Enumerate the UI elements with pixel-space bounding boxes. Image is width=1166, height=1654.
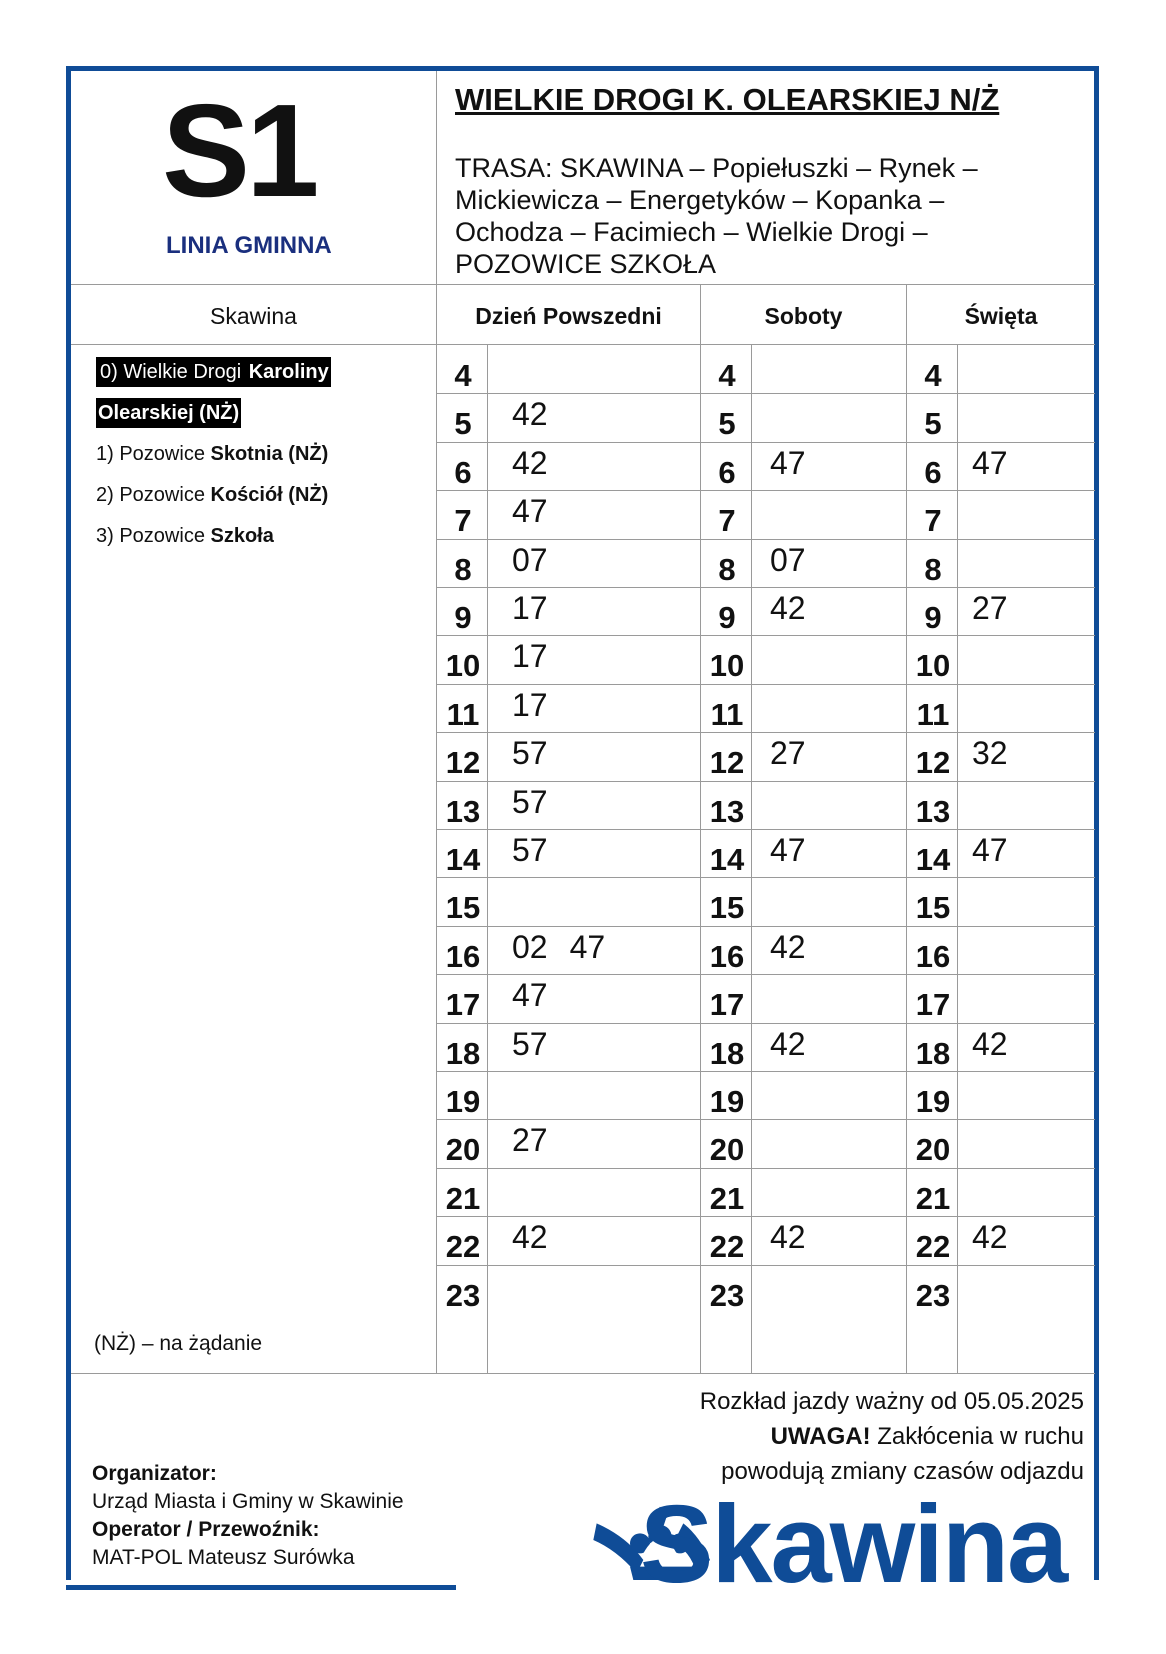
departure-minute: 42: [770, 1026, 806, 1062]
hour-cell: 22: [915, 1229, 951, 1264]
minutes-cell: [512, 1115, 570, 1166]
minutes-cell: [512, 535, 570, 586]
hour-cell: 7: [924, 503, 942, 538]
stop-item: 2) Pozowice Kościół (NŻ): [96, 484, 329, 506]
hour-cell: 5: [454, 406, 472, 441]
minutes-cell: [770, 825, 828, 876]
stop-item: 0) Wielkie Drogi Karoliny: [96, 352, 416, 393]
hour-cell: 11: [446, 697, 480, 732]
divider: [437, 1168, 1095, 1169]
line-code: S1: [162, 77, 316, 224]
departure-minute: 07: [512, 542, 548, 578]
minutes-cell: [972, 1212, 1030, 1263]
hour-cell: 16: [709, 939, 745, 974]
hour-cell: 21: [915, 1181, 951, 1216]
line-type: LINIA GMINNA: [166, 232, 332, 259]
departure-minute: 32: [972, 735, 1008, 771]
minutes-cell: [512, 583, 570, 634]
hour-cell: 13: [445, 794, 481, 829]
stop-item: 3) Pozowice Szkoła: [96, 525, 274, 547]
hour-cell: 15: [915, 890, 951, 925]
hour-cell: 20: [709, 1132, 745, 1167]
hour-cell: 11: [710, 697, 744, 732]
hour-cell: 20: [915, 1132, 951, 1167]
hour-cell: 8: [924, 552, 942, 587]
departure-minute: 42: [770, 929, 806, 965]
hour-cell: 8: [718, 552, 736, 587]
departure-minute: 42: [512, 445, 548, 481]
hour-cell: 14: [709, 842, 745, 877]
hour-cell: 18: [445, 1036, 481, 1071]
hour-cell: 23: [915, 1278, 951, 1313]
route-description: TRASA: SKAWINA – Popiełuszki – Rynek – Mickiewicza – Energetyków – Kopanka – Ochodza – Facimiech – Wielkie Drogi – POZOWICE SZKOŁA: [455, 153, 978, 279]
hour-cell: 19: [445, 1084, 481, 1119]
hour-cell: 12: [915, 745, 951, 780]
hour-cell: 4: [454, 358, 472, 393]
departure-minute: 57: [512, 1026, 548, 1062]
skawina-logo-text: Skawina: [640, 1483, 1067, 1606]
departure-minute: 42: [512, 1219, 548, 1255]
stop-item: Olearskiej (NŻ): [96, 393, 416, 434]
hour-cell: 13: [915, 794, 951, 829]
hour-cell: 15: [709, 890, 745, 925]
minutes-cell: [770, 922, 828, 973]
departure-minute: 47: [972, 445, 1008, 481]
hour-cell: 5: [924, 406, 942, 441]
departure-minute: 47: [569, 929, 606, 965]
departure-minute: 42: [512, 396, 548, 432]
hour-cell: 18: [915, 1036, 951, 1071]
departure-minute: 42: [972, 1219, 1008, 1255]
minutes-cell: [512, 438, 570, 489]
holiday-header: Święta: [964, 302, 1038, 329]
hour-cell: 7: [454, 503, 472, 538]
minutes-cell: [770, 535, 828, 586]
hour-cell: 23: [709, 1278, 745, 1313]
departure-minute: 17: [512, 590, 548, 626]
minutes-cell: [972, 438, 1030, 489]
minutes-cell: [770, 438, 828, 489]
hour-cell: 4: [718, 358, 736, 393]
divider: [71, 284, 1095, 285]
hour-cell: 11: [916, 697, 950, 732]
hour-cell: 14: [445, 842, 481, 877]
departure-minute: 42: [770, 590, 806, 626]
hour-cell: 17: [445, 987, 481, 1022]
minutes-cell: [770, 583, 828, 634]
hour-cell: 18: [709, 1036, 745, 1071]
departure-minute: 47: [512, 977, 548, 1013]
hour-cell: 4: [924, 358, 942, 393]
minutes-cell: [512, 631, 570, 682]
hour-cell: 9: [924, 600, 942, 635]
hour-cell: 6: [454, 455, 472, 490]
hour-cell: 9: [454, 600, 472, 635]
hour-cell: 6: [718, 455, 736, 490]
departure-minute: 57: [512, 735, 548, 771]
departure-minute: 47: [972, 832, 1008, 868]
hour-cell: 21: [709, 1181, 745, 1216]
hour-cell: 6: [924, 455, 942, 490]
minutes-cell: [512, 1212, 570, 1263]
minutes-cell: [512, 728, 570, 779]
divider: [71, 1373, 1095, 1374]
weekday-header: Dzień Powszedni: [475, 302, 662, 329]
on-request-note: (NŻ) – na żądanie: [94, 1332, 263, 1355]
hour-cell: 10: [709, 648, 745, 683]
origin-header: Skawina: [210, 302, 297, 329]
minutes-cell: [512, 922, 627, 973]
departure-minute: 47: [512, 493, 548, 529]
divider: [437, 1265, 1095, 1266]
hour-cell: 13: [709, 794, 745, 829]
hour-cell: 9: [718, 600, 736, 635]
hour-cell: 19: [915, 1084, 951, 1119]
departure-minute: 47: [770, 445, 806, 481]
minutes-cell: [972, 583, 1030, 634]
hour-cell: 8: [454, 552, 472, 587]
departure-minute: 42: [770, 1219, 806, 1255]
minutes-cell: [972, 1019, 1030, 1070]
minutes-cell: [512, 777, 570, 828]
validity-notice: Rozkład jazdy ważny od 05.05.2025 UWAGA! Zakłócenia w ruchu powodują zmiany czasów odjazdu: [699, 1388, 1084, 1485]
destination-title: WIELKIE DROGI K. OLEARSKIEJ N/Ż: [455, 82, 1000, 117]
hour-cell: 22: [445, 1229, 481, 1264]
departure-minute: 07: [770, 542, 806, 578]
departure-minute: 27: [972, 590, 1008, 626]
hour-cell: 14: [915, 842, 951, 877]
departure-minute: 27: [770, 735, 806, 771]
hour-cell: 5: [718, 406, 736, 441]
minutes-cell: [512, 389, 570, 440]
minutes-cell: [972, 728, 1030, 779]
minutes-cell: [512, 825, 570, 876]
hour-cell: 7: [718, 503, 736, 538]
departure-minute: 57: [512, 832, 548, 868]
departure-minute: 27: [512, 1122, 548, 1158]
departure-minute: 02: [512, 929, 548, 965]
minutes-cell: [512, 970, 570, 1021]
minutes-cell: [512, 486, 570, 537]
divider: [437, 1071, 1095, 1072]
hour-cell: 23: [445, 1278, 481, 1313]
hour-cell: 12: [445, 745, 481, 780]
hour-cell: 15: [445, 890, 481, 925]
minutes-cell: [770, 1019, 828, 1070]
frame-bottom: [66, 1585, 456, 1590]
minutes-cell: [770, 1212, 828, 1263]
hour-cell: 17: [709, 987, 745, 1022]
stop-item: 1) Pozowice Skotnia (NŻ): [96, 443, 329, 465]
divider: [436, 71, 437, 1373]
departure-minute: 17: [512, 638, 548, 674]
hour-cell: 17: [915, 987, 951, 1022]
saturday-header: Soboty: [764, 302, 843, 329]
departure-minute: 47: [770, 832, 806, 868]
minutes-cell: [770, 728, 828, 779]
footer-info: Organizator: Urząd Miasta i Gminy w Skawinie Operator / Przewoźnik: MAT-POL Mateusz Surówka: [92, 1462, 404, 1569]
minutes-cell: [512, 680, 570, 731]
hour-cell: 21: [445, 1181, 481, 1216]
departure-minute: 42: [972, 1026, 1008, 1062]
hour-cell: 20: [445, 1132, 481, 1167]
hour-cell: 19: [709, 1084, 745, 1119]
minutes-cell: [512, 1019, 570, 1070]
stop-list: [96, 352, 416, 557]
hour-cell: 10: [915, 648, 951, 683]
divider: [437, 877, 1095, 878]
minutes-cell: [972, 825, 1030, 876]
hour-cell: 16: [445, 939, 481, 974]
departure-minute: 57: [512, 784, 548, 820]
hour-cell: 10: [445, 648, 481, 683]
departure-minute: 17: [512, 687, 548, 723]
hour-cell: 12: [709, 745, 745, 780]
hour-cell: 16: [915, 939, 951, 974]
hour-cell: 22: [709, 1229, 745, 1264]
